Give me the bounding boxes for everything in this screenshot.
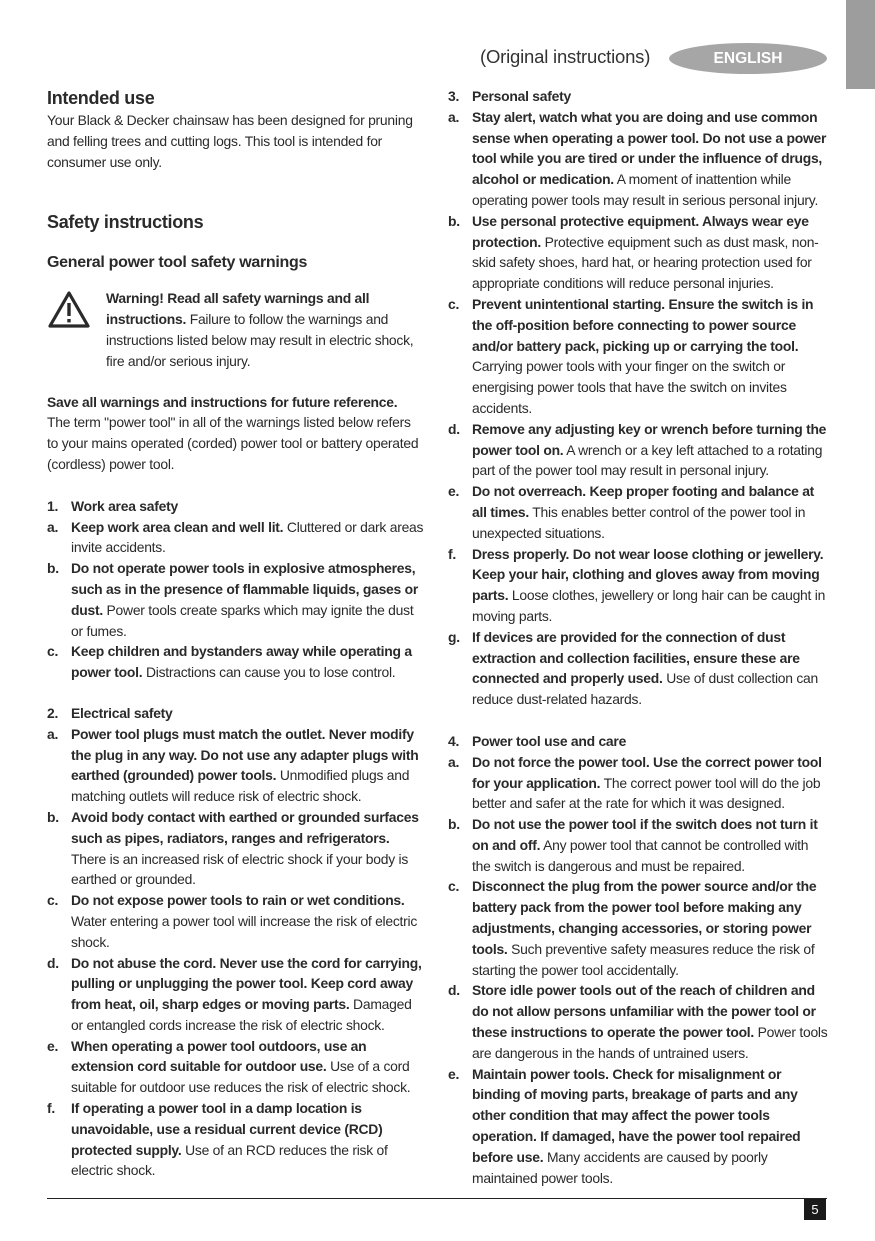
list-item: f. If operating a power tool in a damp location is unavoidable, use a residual current device (RCD) protected supply. Use of an RCD reduces the risk of electric shock. xyxy=(47,1100,388,1179)
safety-instructions-heading: Safety instructions xyxy=(47,212,204,233)
list-item: f. Dress properly. Do not wear loose clothing or jewellery. Keep your hair, clothing and gloves away from moving parts. Loose clothes, jewellery or long hair can be caught in moving parts. xyxy=(448,545,826,624)
warning-block xyxy=(47,288,425,371)
save-warnings-bold: Save all warnings and instructions for future reference. xyxy=(47,393,398,410)
list-item: a. Power tool plugs must match the outlet. Never modify the plug in any way. Do not use any adapter plugs with earthed (grounded) power tools. Unmodified plugs and matching outlets will reduce risk of electric shock. xyxy=(47,725,419,805)
list-item: a. Keep work area clean and well lit. Cluttered or dark areas invite accidents. xyxy=(47,518,424,556)
section-power-tool-use xyxy=(448,731,830,1189)
section-electrical xyxy=(47,703,425,1181)
list-item: b. Do not operate power tools in explosive atmospheres, such as in the presence of flammable liquids, gases or dust. Power tools create sparks which may ignite the dust or fumes. xyxy=(47,560,418,639)
list-item: b. Use personal protective equipment. Always wear eye protection. Protective equipment such as dust mask, non-skid safety shoes, hard hat, or hearing protection used for appropriate conditions will reduce personal injuries. xyxy=(448,212,819,292)
section-heading: 2. Electrical safety xyxy=(47,704,173,721)
list-item: a. Do not force the power tool. Use the correct power tool for your application. The correct power tool will do the job better and safer at the rate for which it was designed. xyxy=(448,753,822,812)
list-item: g. If devices are provided for the connection of dust extraction and collection facilities, ensure these are connected and properly used. Use of dust collection can reduce dust-related hazards. xyxy=(448,628,819,708)
page-number: 5 xyxy=(804,1199,826,1220)
right-column xyxy=(448,86,830,1188)
list-item: e. When operating a power tool outdoors, use an extension cord suitable for outdoor use. Use of a cord suitable for outdoor use reduces the risk of electric shock. xyxy=(47,1037,411,1096)
original-instructions-label: (Original instructions) xyxy=(480,46,651,67)
list-item: d. Remove any adjusting key or wrench before turning the power tool on. A wrench or a key left attached to a rotating part of the power tool may result in personal injury. xyxy=(448,420,827,479)
list-item: e. Maintain power tools. Check for misalignment or binding of moving parts, breakage of parts and any other condition that may affect the power tools operation. If damaged, have the power tool repaired before use. Many accidents are caused by poorly maintained power tools. xyxy=(448,1065,801,1186)
intended-use-heading: Intended use xyxy=(47,88,155,108)
intended-use-text: Your Black & Decker chainsaw has been designed for pruning and felling trees and cutting logs. This tool is intended for consumer use only. xyxy=(47,112,413,170)
list-item: e. Do not overreach. Keep proper footing and balance at all times. This enables better control of the power tool in unexpected situations. xyxy=(448,483,815,541)
list-item: c. Keep children and bystanders away while operating a power tool. Distractions can cause you to lose control. xyxy=(47,643,412,681)
left-column xyxy=(47,86,425,1181)
general-warnings-heading: General power tool safety warnings xyxy=(47,254,308,272)
warning-text xyxy=(106,288,425,371)
language-badge: ENGLISH xyxy=(669,43,827,74)
list-item: b. Do not use the power tool if the switch does not turn it on and off. Any power tool that cannot be controlled with the switch is dangerous and must be repaired. xyxy=(448,816,818,874)
save-warnings-body: The term "power tool" in all of the warnings listed below refers to your mains operated (corded) power tool or battery operated (cordless) power tool. xyxy=(47,414,419,472)
list-item: a. Stay alert, watch what you are doing and use common sense when operating a power tool. Do not use a power tool while you are tired or under the influence of drugs, alcohol or medication. A moment of inattention while operating power tools may result in serious personal injury. xyxy=(448,108,827,208)
side-tab xyxy=(846,0,875,89)
save-warnings-text xyxy=(47,392,425,475)
warning-bold: Warning! Read all safety warnings and all instructions. xyxy=(106,290,370,328)
warning-triangle-icon xyxy=(47,288,106,371)
section-heading: 3. Personal safety xyxy=(448,88,571,104)
list-item: b. Avoid body contact with earthed or grounded surfaces such as pipes, radiators, ranges and refrigerators. There is an increased risk of electric shock if your body is earthed or grounded. xyxy=(47,808,419,888)
section-personal-safety xyxy=(448,86,830,710)
section-heading: 4. Power tool use and care xyxy=(448,732,627,749)
section-heading: 1. Work area safety xyxy=(47,497,178,514)
list-item: c. Do not expose power tools to rain or wet conditions. Water entering a power tool will increase the risk of electric shock. xyxy=(47,892,418,950)
list-item: c. Disconnect the plug from the power source and/or the battery pack from the power tool before making any adjustments, changing accessories, or storing power tools. Such preventive safety measures reduce the risk of starting the power tool accidentally. xyxy=(448,878,817,978)
list-item: d. Do not abuse the cord. Never use the cord for carrying, pulling or unplugging the power tool. Keep cord away from heat, oil, sharp edges or moving parts. Damaged or entangled cords increase the risk of electric shock. xyxy=(47,954,422,1033)
section-work-area xyxy=(47,496,425,683)
list-item: c. Prevent unintentional starting. Ensure the switch is in the off-position before connecting to power source and/or battery pack, picking up or carrying the tool. Carrying power tools with your finger on the switch or energising power tools that have the switch on invites accidents. xyxy=(448,295,814,416)
footer-divider xyxy=(47,1198,827,1199)
warning-body: Failure to follow the warnings and instructions listed below may result in electric shock, fire and/or serious injury. xyxy=(106,311,414,369)
list-item: d. Store idle power tools out of the reach of children and do not allow persons unfamiliar with the power tool or these instructions to operate the power tool. Power tools are dangerous in the hands of untrained users. xyxy=(448,982,828,1061)
